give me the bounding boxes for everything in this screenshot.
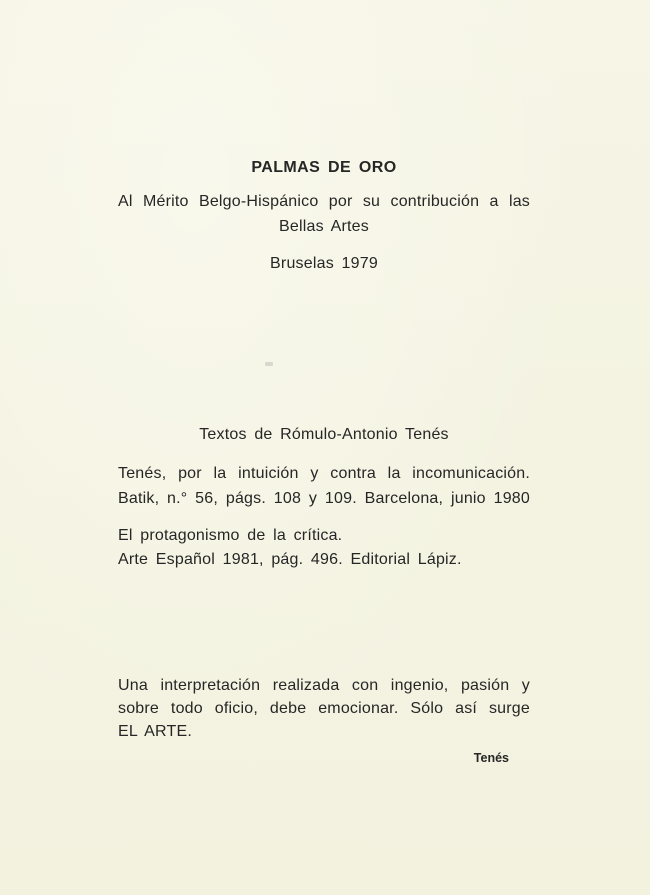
award-place-year: Bruselas 1979	[270, 255, 378, 272]
quote-line-2: sobre todo oficio, debe emocionar. Sólo así surge	[118, 700, 530, 717]
award-description-line-2: Bellas Artes	[279, 218, 369, 235]
text-entry-2-source: Arte Español 1981, pág. 496. Editorial Lápiz.	[118, 551, 462, 568]
quote-line-1: Una interpretación realizada con ingenio, pasión y	[118, 677, 530, 694]
signature: Tenés	[473, 751, 509, 765]
quote-line-3: EL ARTE.	[118, 723, 192, 740]
text-entry-1-title: Tenés, por la intuición y contra la incomunicación.	[118, 465, 530, 482]
texts-heading: Textos de Rómulo-Antonio Tenés	[199, 426, 449, 443]
text-entry-1-source: Batik, n.° 56, págs. 108 y 109. Barcelona, junio 1980	[118, 490, 530, 507]
paper-speck	[265, 362, 273, 366]
award-title: PALMAS DE ORO	[251, 159, 397, 176]
award-description-line-1: Al Mérito Belgo-Hispánico por su contribución a las	[118, 193, 530, 210]
text-entry-2-title: El protagonismo de la crítica.	[118, 527, 343, 544]
